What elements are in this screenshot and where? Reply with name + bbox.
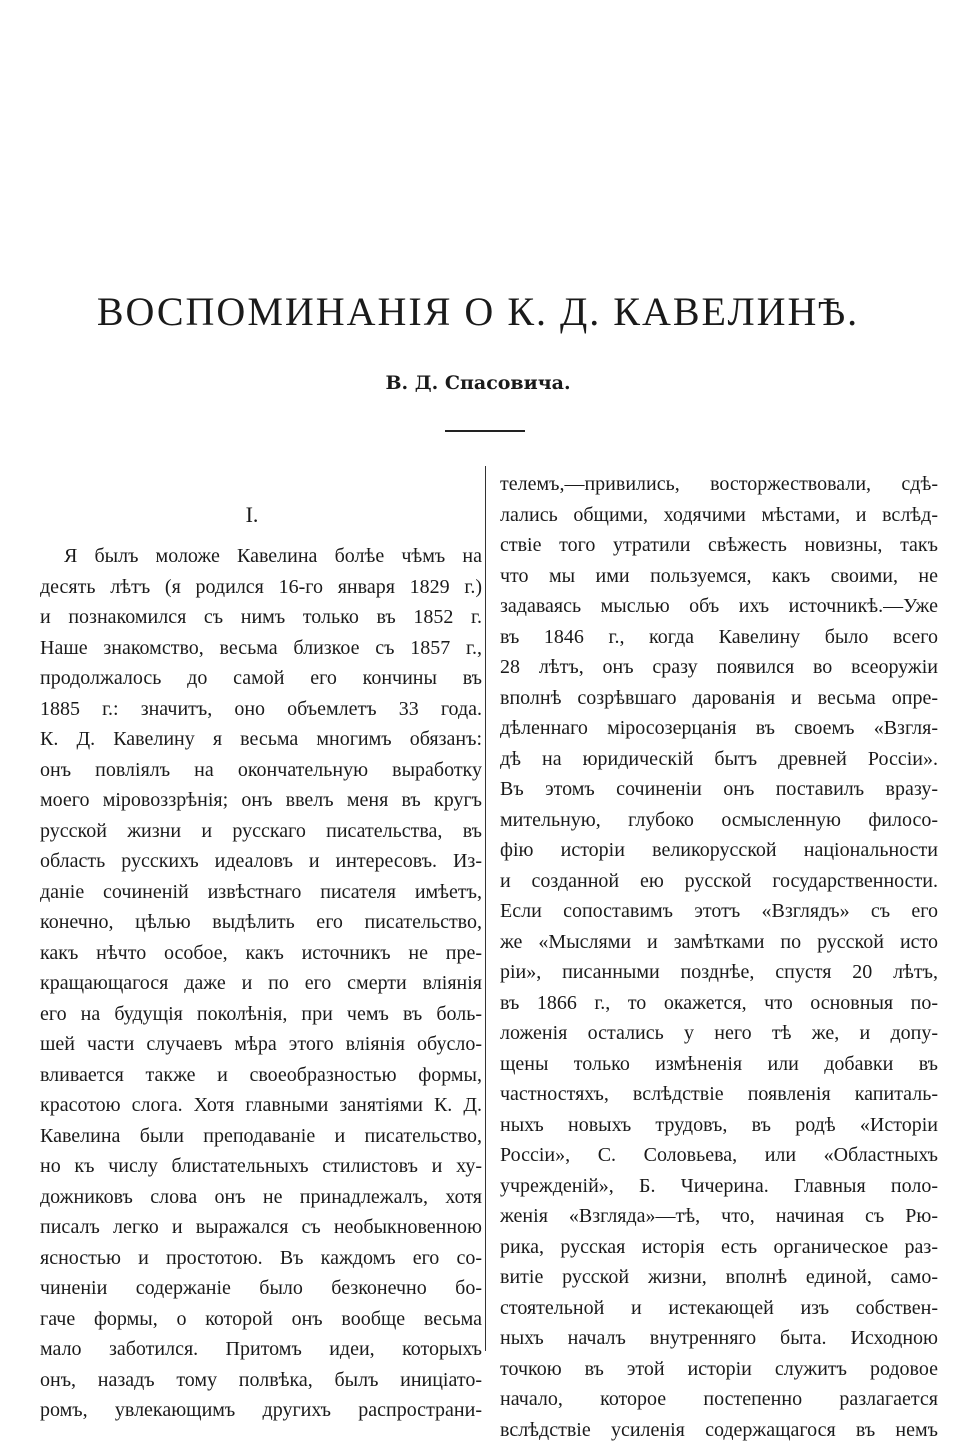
text-line: стоятельной и истекающей изъ собствен- [500, 1293, 938, 1324]
text-line: что мы ими пользуемся, какъ своими, не [500, 561, 938, 592]
text-line: въ 1866 г., то окажется, что основныя по- [500, 988, 938, 1019]
text-line: мало заботился. Притомъ идеи, которыхъ [40, 1334, 482, 1365]
text-line: и созданной ею русской государственности. [500, 866, 938, 897]
text-line: даніе сочиненій извѣстнаго писателя имѣетъ, [40, 877, 482, 908]
article-author: В. Д. Спасовича. [0, 372, 956, 394]
text-line: женія «Взгляда»—тѣ, что, начиная съ Рю- [500, 1201, 938, 1232]
text-line: рика, русская исторія есть органическое раз- [500, 1232, 938, 1263]
text-line: дожниковъ слова онъ не принадлежалъ, хотя [40, 1182, 482, 1213]
text-line: мительную, глубоко осмысленную филосо- [500, 805, 938, 836]
text-line: лались общими, ходячими мѣстами, и вслѣд- [500, 500, 938, 531]
text-line: вполнѣ созрѣвшаго дарованія и весьма опре- [500, 683, 938, 714]
text-line: телемъ,—привились, восторжествовали, сдѣ- [500, 469, 938, 500]
text-line: ріи», писанными позднѣе, спустя 20 лѣтъ, [500, 957, 938, 988]
article-title: ВОСПОМИНАНІЯ О К. Д. КАВЕЛИНѢ. [0, 288, 956, 335]
text-line: дѣленнаго міросозерцанія въ своемъ «Взгля- [500, 713, 938, 744]
text-line: Я былъ моложе Кавелина болѣе чѣмъ на [40, 541, 482, 572]
text-line: Въ этомъ сочиненіи онъ поставилъ вразу- [500, 774, 938, 805]
column-divider [485, 466, 486, 1351]
text-line: ныхъ новыхъ трудовъ, въ родѣ «Исторіи [500, 1110, 938, 1141]
text-line: его на будущія поколѣнія, при чемъ въ боль- [40, 999, 482, 1030]
text-line: вслѣдствіе усиленія содержащагося въ немъ [500, 1415, 938, 1445]
text-line: Наше знакомство, весьма близкое съ 1857 г., [40, 633, 482, 664]
text-line: ныхъ началъ внутренняго быта. Исходною [500, 1323, 938, 1354]
text-line: начало, которое постепенно разлагается [500, 1384, 938, 1415]
text-line: вливается также и своеобразностью формы, [40, 1060, 482, 1091]
text-line: десять лѣтъ (я родился 16-го января 1829 г.) [40, 572, 482, 603]
section-number: I. [22, 502, 482, 528]
text-line: витіе русской жизни, вполнѣ единой, само- [500, 1262, 938, 1293]
text-line: ложенія остались у него тѣ же, и допу- [500, 1018, 938, 1049]
text-line: частностяхъ, вслѣдствіе появленія капиталь- [500, 1079, 938, 1110]
text-line: въ 1846 г., когда Кавелину было всего [500, 622, 938, 653]
text-line: красотою слога. Хотя главными занятіями К. Д. [40, 1090, 482, 1121]
text-line: точкою въ этой исторіи служитъ родовое [500, 1354, 938, 1385]
text-line: ясностью и простотою. Въ каждомъ его со- [40, 1243, 482, 1274]
text-line: конечно, цѣлью выдѣлить его писательство, [40, 907, 482, 938]
text-line: Кавелина были преподаваніе и писательство, [40, 1121, 482, 1152]
text-line: же «Мыслями и замѣтками по русской исто [500, 927, 938, 958]
text-line: 1885 г.: значитъ, оно объемлетъ 33 года. [40, 694, 482, 725]
left-column [40, 541, 482, 1426]
text-line: Если сопоставимъ этотъ «Взглядъ» съ его [500, 896, 938, 927]
text-line: гаче формы, о которой онъ вообще весьма [40, 1304, 482, 1335]
text-line: ствіе того утратили свѣжесть новизны, такъ [500, 530, 938, 561]
text-line: учрежденій», Б. Чичерина. Главныя поло- [500, 1171, 938, 1202]
text-line: область русскихъ идеаловъ и интересовъ. Из- [40, 846, 482, 877]
right-column [500, 469, 938, 1445]
text-line: шей части случаевъ мѣра этого вліянія обусло- [40, 1029, 482, 1060]
text-line: какъ нѣчто особое, какъ источникъ не пре- [40, 938, 482, 969]
text-line: продолжалось до самой его кончины въ [40, 663, 482, 694]
text-line: ромъ, увлекающимъ другихъ распространи- [40, 1395, 482, 1426]
text-line: 28 лѣтъ, онъ сразу появился во всеоружіи [500, 652, 938, 683]
text-line: моего міровоззрѣнія; онъ ввелъ меня въ кругъ [40, 785, 482, 816]
text-line: кращающагося даже и по его смерти вліянія [40, 968, 482, 999]
text-line: русской жизни и русскаго писательства, въ [40, 816, 482, 847]
text-line: К. Д. Кавелину я весьма многимъ обязанъ: [40, 724, 482, 755]
text-line: онъ повліялъ на окончательную выработку [40, 755, 482, 786]
text-line: фію исторіи великорусской національности [500, 835, 938, 866]
text-line: писалъ легко и выражался съ необыкновенною [40, 1212, 482, 1243]
text-line: и познакомился съ нимъ только въ 1852 г. [40, 602, 482, 633]
text-line: дѣ на юридическій бытъ древней Россіи». [500, 744, 938, 775]
text-line: Россіи», С. Соловьева, или «Областныхъ [500, 1140, 938, 1171]
text-line: задаваясь мыслью объ ихъ источникѣ.—Уже [500, 591, 938, 622]
text-line: но къ числу блистательныхъ стилистовъ и ху- [40, 1151, 482, 1182]
text-line: онъ, назадъ тому полвѣка, былъ иниціато- [40, 1365, 482, 1396]
text-line: щены только измѣненія или добавки въ [500, 1049, 938, 1080]
title-rule [445, 430, 525, 432]
text-line: чиненіи содержаніе было безконечно бо- [40, 1273, 482, 1304]
